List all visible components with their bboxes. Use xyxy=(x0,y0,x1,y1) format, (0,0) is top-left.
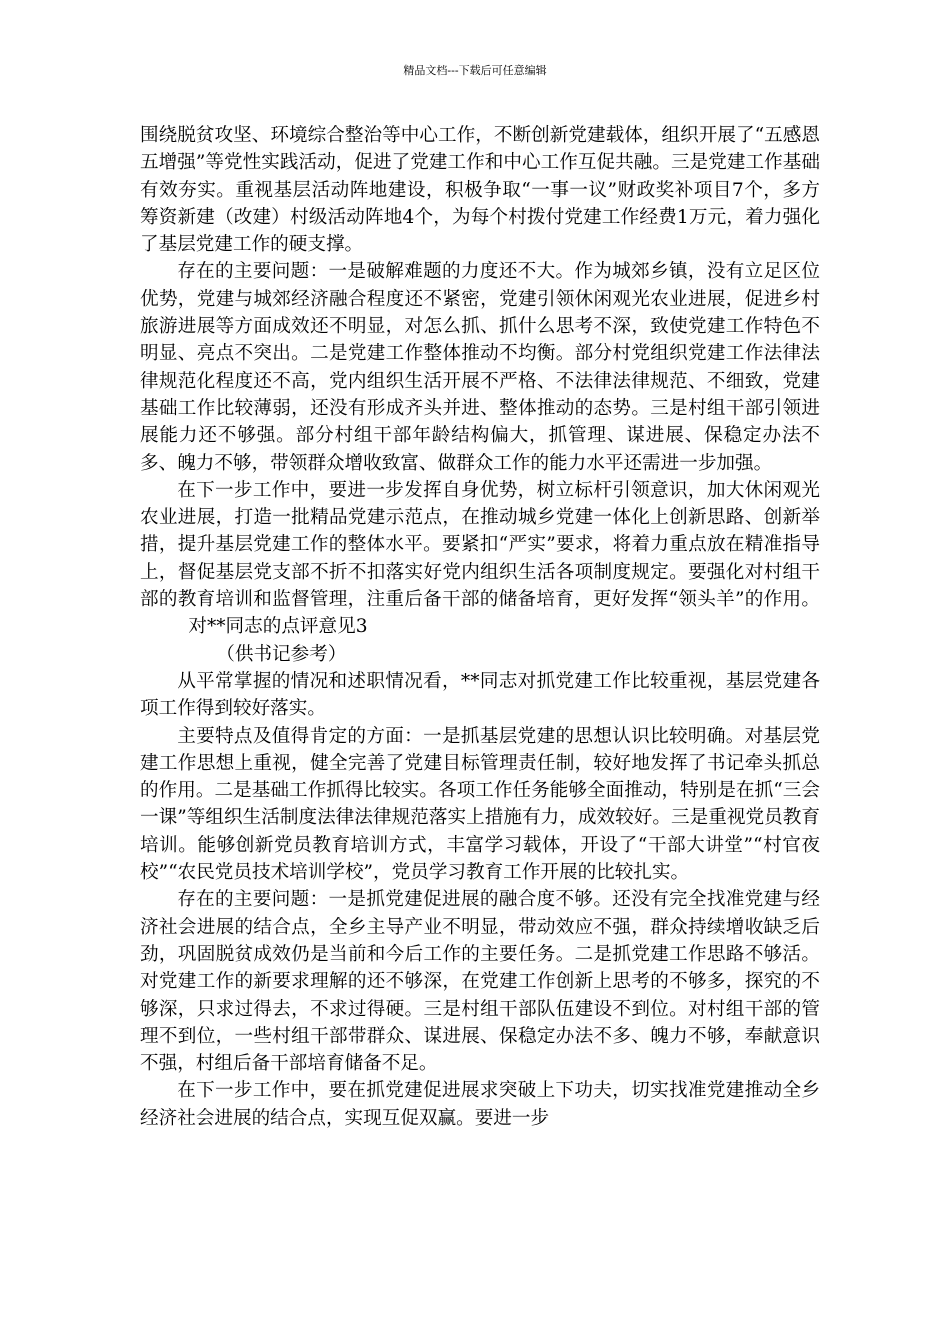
paragraph-4: 从平常掌握的情况和述职情况看，**同志对抓党建工作比较重视，基层党建各项工作得到较好落实。 xyxy=(140,670,820,720)
paragraph-6: 存在的主要问题：一是抓党建促进展的融合度不够。还没有完全找准党建与经济社会进展的结合点，全乡主导产业不明显，带动效应不强，群众持续增收缺乏后劲，巩固脱贫成效仍是当前和今后工作的主要任务。二是抓党建工作思路不够活。对党建工作的新要求理解的还不够深，在党建工作创新上思考的不够多，探究的不够深，只求过得去，不求过得硬。三是村组干部队伍建设不到位。对村组干部的管理不到位，一些村组干部带群众、谋进展、保稳定办法不多、魄力不够，奉献意识不强，村组后备干部培育储备不足。 xyxy=(140,889,820,1075)
paragraph-1: 围绕脱贫攻坚、环境综合整治等中心工作，不断创新党建载体，组织开展了“五感恩五增强”等党性实践活动，促进了党建工作和中心工作互促共融。三是党建工作基础有效夯实。重视基层活动阵地建设，积极争取“一事一议”财政奖补项目7个，多方筹资新建（改建）村级活动阵地4个，为每个村拨付党建工作经费1万元，着力强化了基层党建工作的硬支撑。 xyxy=(140,125,820,256)
document-body xyxy=(140,122,820,1132)
section-title: 对**同志的点评意见3 xyxy=(188,616,368,638)
page-header: 精品文档---下载后可任意编辑 xyxy=(403,64,547,77)
paragraph-3 xyxy=(140,477,820,641)
paragraph-7: 在下一步工作中，要在抓党建促进展求突破上下功夫，切实找准党建推动全乡经济社会进展的结合点，实现互促双赢。要进一步 xyxy=(140,1080,820,1129)
section-subtitle: （供书记参考） xyxy=(216,643,347,665)
paragraph-3-text: 在下一步工作中，要进一步发挥自身优势，树立标杆引领意识，加大休闲观光农业进展，打造一批精品党建示范点，在推动城乡党建一体化上创新思路、创新举措，提升基层党建工作的整体水平。要紧扣“严实”要求，将着力重点放在精准指导上，督促基层党支部不折不扣落实好党内组织生活各项制度规定。要强化对村组干部的教育培训和监督管理，注重后备干部的储备培育，更好发挥“领头羊”的作用。 xyxy=(140,479,820,611)
paragraph-5: 主要特点及值得肯定的方面：一是抓基层党建的思想认识比较明确。对基层党建工作思想上重视，健全完善了党建目标管理责任制，较好地发挥了书记牵头抓总的作用。二是基础工作抓得比较实。各项工作任务能够全面推动，特别是在抓“三会一课”等组织生活制度法律法律规范落实上措施有力，成效较好。三是重视党员教育培训。能够创新党员教育培训方式，丰富学习载体，开设了“干部大讲堂”“村官夜校”“农民党员技术培训学校”，党员学习教育工作开展的比较扎实。 xyxy=(140,725,820,884)
paragraph-2: 存在的主要问题：一是破解难题的力度还不大。作为城郊乡镇，没有立足区位优势，党建与城郊经济融合程度还不紧密，党建引领休闲观光农业进展，促进乡村旅游进展等方面成效还不明显，对怎么抓、抓什么思考不深，致使党建工作特色不明显、亮点不突出。二是党建工作整体推动不均衡。部分村党组织党建工作法律法律规范化程度还不高，党内组织生活开展不严格、不法律法律规范、不细致，党建基础工作比较薄弱，还没有形成齐头并进、整体推动的态势。三是村组干部引领进展能力还不够强。部分村组干部年龄结构偏大，抓管理、谋进展、保稳定办法不多、魄力不够，带领群众增收致富、做群众工作的能力水平还需进一步加强。 xyxy=(140,261,820,474)
